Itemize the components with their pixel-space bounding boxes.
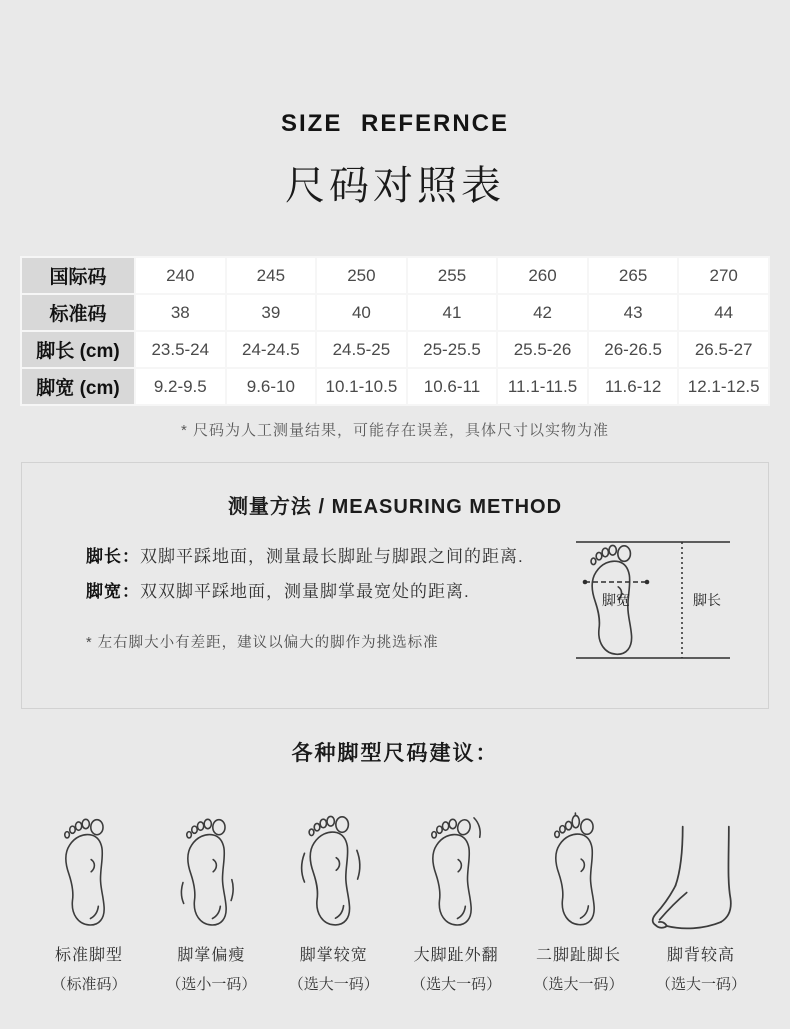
row-header-foot-width: 脚宽 (cm)	[22, 369, 134, 404]
measuring-method-title: 测量方法 / MEASURING METHOD	[227, 496, 563, 518]
table-cell: 11.6-12	[589, 369, 678, 404]
foot-type-name: 标准脚型	[54, 947, 123, 964]
foot-length-desc: 双脚平踩地面，测量最长脚趾与脚跟之间的距离.	[140, 547, 524, 566]
foot-wide-icon	[296, 812, 372, 930]
table-cell: 12.1-12.5	[679, 369, 768, 404]
foot-types-row	[30, 805, 760, 994]
table-cell: 24.5-25	[317, 332, 406, 367]
foot-type-advice: （选大一码）	[288, 976, 379, 993]
size-table-disclaimer: * 尺码为人工测量结果，可能存在误差，具体尺寸以实物为准	[180, 422, 609, 439]
page-title-chinese: 尺码对照表	[285, 164, 505, 208]
table-cell: 42	[498, 295, 587, 330]
foot-type-name: 脚掌偏瘦	[177, 947, 246, 964]
foot-type-advice: （选大一码）	[655, 976, 746, 993]
table-cell: 43	[589, 295, 678, 330]
foot-type-name: 二脚趾脚长	[536, 947, 622, 964]
foot-types-title: 各种脚型尺码建议：	[291, 742, 499, 765]
size-reference-table	[20, 256, 770, 406]
measuring-method-box	[21, 462, 769, 709]
row-header-foot-length: 脚长 (cm)	[22, 332, 134, 367]
table-cell: 245	[227, 258, 316, 293]
table-row	[22, 295, 768, 330]
table-cell: 9.6-10	[227, 369, 316, 404]
table-cell: 40	[317, 295, 406, 330]
foot-type-advice: （标准码）	[51, 976, 127, 993]
table-cell: 9.2-9.5	[136, 369, 225, 404]
foot-standard-icon	[53, 815, 125, 930]
foot-high-instep-icon	[649, 825, 753, 930]
table-cell: 10.1-10.5	[317, 369, 406, 404]
foot-type-narrow	[152, 805, 270, 994]
foot-type-advice: （选小一码）	[166, 976, 257, 993]
table-cell: 41	[408, 295, 497, 330]
foot-long-second-toe-icon	[543, 812, 615, 930]
foot-type-name: 大脚趾外翻	[413, 947, 499, 964]
table-cell: 11.1-11.5	[498, 369, 587, 404]
table-row	[22, 332, 768, 367]
table-cell: 260	[498, 258, 587, 293]
table-cell: 39	[227, 295, 316, 330]
table-row	[22, 258, 768, 293]
table-cell: 26-26.5	[589, 332, 678, 367]
foot-type-bigtoe-valgus	[397, 805, 515, 994]
table-cell: 24-24.5	[227, 332, 316, 367]
table-cell: 25-25.5	[408, 332, 497, 367]
table-cell: 44	[679, 295, 768, 330]
table-cell: 270	[679, 258, 768, 293]
row-header-international-size: 国际码	[22, 258, 134, 293]
table-cell: 38	[136, 295, 225, 330]
table-cell: 250	[317, 258, 406, 293]
diagram-width-label: 脚宽	[602, 592, 630, 608]
table-cell: 10.6-11	[408, 369, 497, 404]
foot-type-name: 脚掌较宽	[299, 947, 368, 964]
foot-length-term: 脚长：	[86, 547, 140, 566]
table-cell: 26.5-27	[679, 332, 768, 367]
table-row	[22, 369, 768, 404]
foot-type-advice: （选大一码）	[533, 976, 624, 993]
foot-type-name: 脚背较高	[666, 947, 735, 964]
foot-narrow-icon	[175, 815, 247, 930]
foot-type-standard	[30, 805, 148, 994]
table-cell: 265	[589, 258, 678, 293]
foot-bigtoe-valgus-icon	[420, 815, 492, 930]
foot-type-advice: （选大一码）	[411, 976, 502, 993]
measuring-disclaimer: * 左右脚大小有差距，建议以偏大的脚作为挑选标准	[86, 635, 439, 651]
diagram-length-label: 脚长	[693, 592, 721, 608]
foot-width-desc: 双双脚平踩地面，测量脚掌最宽处的距离.	[140, 582, 470, 601]
foot-width-term: 脚宽：	[86, 582, 140, 601]
foot-type-long-second-toe	[520, 805, 638, 994]
table-cell: 25.5-26	[498, 332, 587, 367]
foot-type-high-instep	[642, 805, 760, 994]
table-cell: 240	[136, 258, 225, 293]
foot-type-wide	[275, 805, 393, 994]
foot-measure-diagram-icon	[562, 533, 782, 673]
row-header-standard-size: 标准码	[22, 295, 134, 330]
table-cell: 255	[408, 258, 497, 293]
table-cell: 23.5-24	[136, 332, 225, 367]
page-title-english: SIZE REFERNCE	[280, 110, 510, 137]
